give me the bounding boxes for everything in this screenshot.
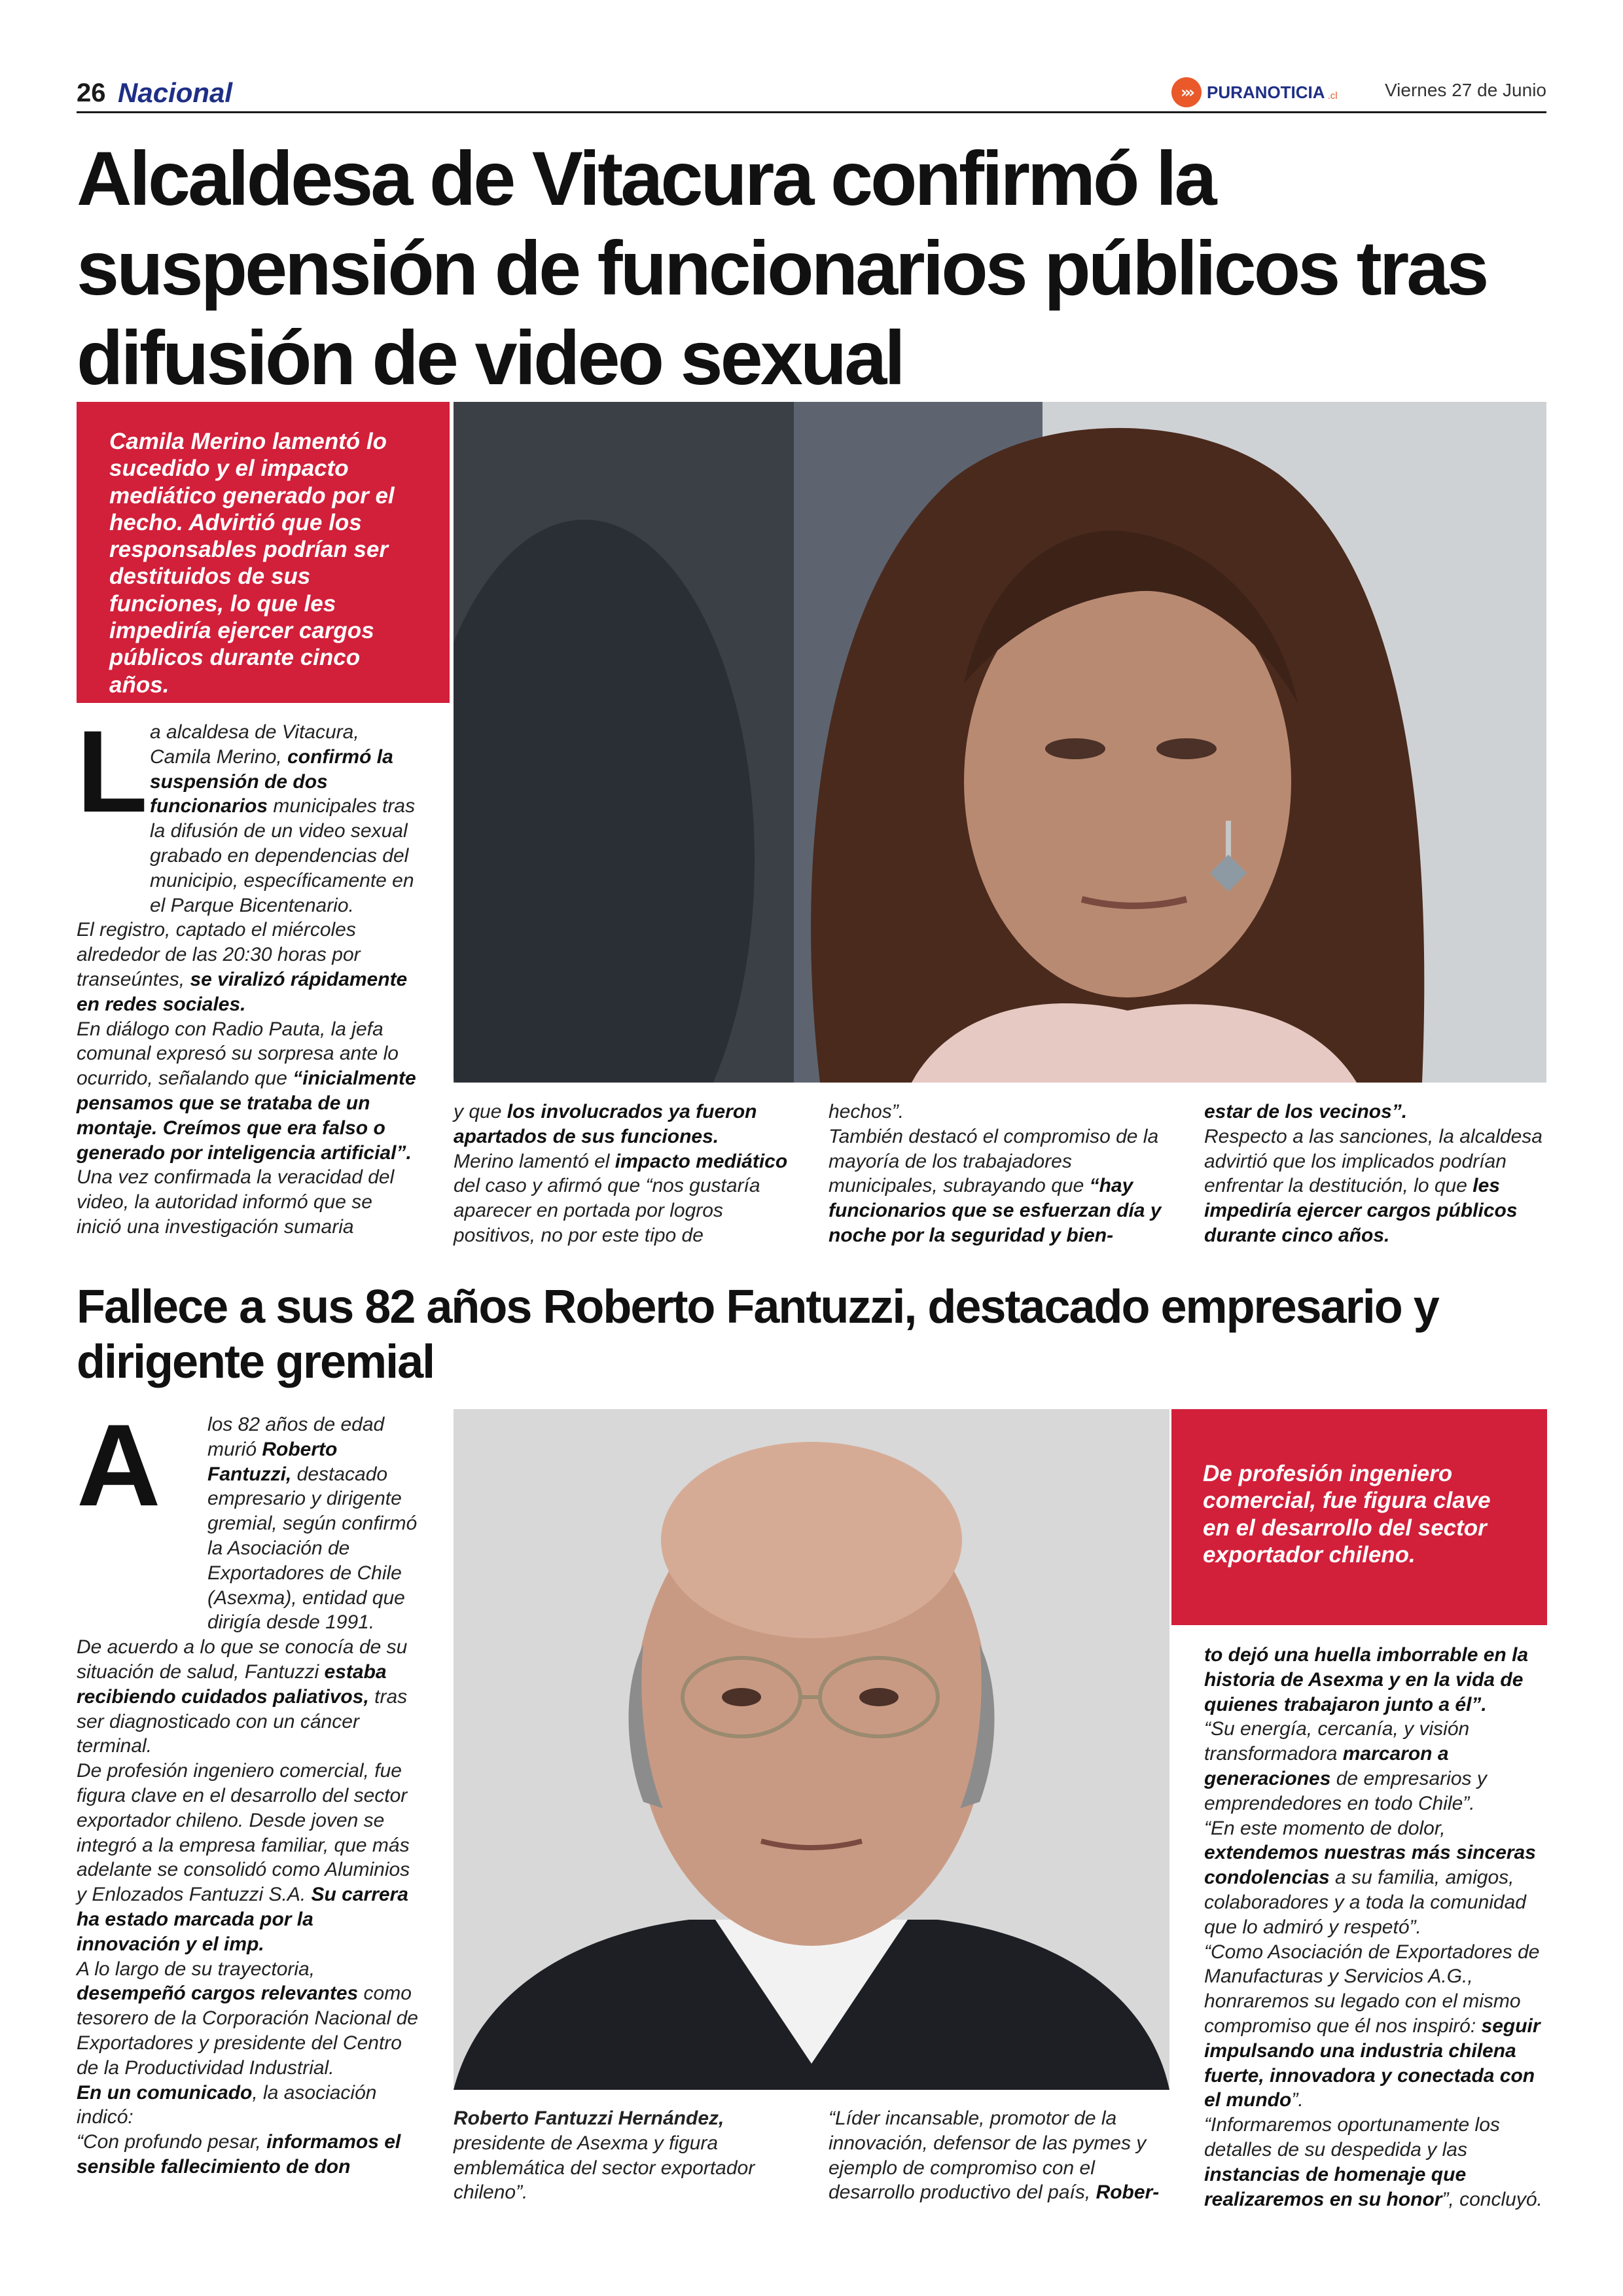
article1-headline: Alcaldesa de Vitacura confirmó la suspensión de funcionarios públicos tras difusión de video sexual [77, 135, 1487, 401]
text-span: Roberto Fantuzzi, [207, 1438, 338, 1485]
article1-column-4 [1204, 1100, 1546, 1248]
text-span: extendemos nuestras más sinceras condolencias [1204, 1842, 1536, 1889]
text-span: de empresarios y emprendedores en todo Chile”. [1204, 1767, 1487, 1814]
article2-headline: Fallece a sus 82 años Roberto Fantuzzi, destacado empresario y dirigente gremial [77, 1281, 1438, 1389]
woman-portrait-image [454, 402, 1546, 1083]
brand-suffix: .cl [1327, 90, 1338, 101]
text-span: tras ser diagnosticado con un cáncer terminal. [77, 1685, 408, 1757]
text-span: ”, concluyó. [1442, 2188, 1543, 2210]
text-span: impacto mediático [615, 1150, 788, 1172]
text-span: De profesión ingeniero comercial, fue figura clave en el desarrollo del sector exportador chileno. Desde joven se integró a la empresa familiar, que más adelante se consolidó como Aluminios y Enlozados Fantuzzi S.A. [77, 1760, 410, 1906]
caption-name: Roberto Fantuzzi Hernández, [454, 2108, 724, 2129]
brand-name: PURANOTICIA [1207, 82, 1325, 102]
text-span: En un comunicado [77, 2081, 253, 2104]
article2-column-1 [77, 1400, 420, 2179]
article1-photo [454, 402, 1546, 1083]
text-span: También destacó el compromiso de la mayoría de los trabajadores municipales, subrayando que [829, 1125, 1159, 1197]
text-span: estar de los vecinos”. [1204, 1101, 1408, 1122]
text-span: “Informaremos oportunamente los detalles de su despedida y las [1204, 2114, 1500, 2161]
chevrons-icon: ››› [1171, 77, 1202, 107]
text-span: hechos”. [829, 1101, 904, 1122]
text-span: Respecto a las sanciones, la alcaldesa advirtió que los implicados podrían enfrentar la destitución, lo que [1204, 1125, 1543, 1197]
text-span: “Su energía, cercanía, y visión transformadora [1204, 1718, 1470, 1765]
header-rule [77, 111, 1546, 113]
text-span: y que [454, 1101, 507, 1122]
brand-logo [1171, 77, 1338, 107]
issue-date: Viernes 27 de Junio [1385, 80, 1546, 100]
article2-dropcap: A [77, 1400, 161, 1530]
text-span: “Como Asociación de Exportadores de Manufacturas y Servicios A.G., honraremos su legado con el mismo compromiso que él nos inspiró: [1204, 1941, 1540, 2037]
text-span: “hay funcionarios que se esfuerzan día y noche por la seguridad y bien- [829, 1175, 1162, 1246]
text-span: a alcaldesa de Vitacura, Camila Merino, [150, 721, 359, 768]
page-number: 26 [77, 79, 106, 107]
text-span: “Con profundo pesar, [77, 2131, 267, 2153]
text-span: marcaron a generaciones [1204, 1743, 1449, 1789]
text-span: to dejó una huella imborrable en la historia de Asexma y en la vida de quienes trabajaron junto a él”. [1204, 1644, 1529, 1715]
section-label: Nacional [118, 77, 233, 108]
article2-column-4 [1204, 1643, 1546, 2212]
text-span: estaba recibiendo cuidados paliativos, [77, 1660, 387, 1708]
text-span: del caso y afirmó que “nos gustaría aparecer en portada por logros positivos, no por este tipo de [454, 1175, 760, 1246]
article2-summary-box [1171, 1409, 1547, 1625]
article2-summary: De profesión ingeniero comercial, fue figura clave en el desarrollo del sector exportador chileno. [1203, 1461, 1491, 1568]
text-span: los 82 años de edad murió [207, 1414, 385, 1460]
text-span: les impediría ejercer cargos públicos durante cinco años. [1204, 1175, 1518, 1246]
text-span: informamos el sensible fallecimiento de don [77, 2131, 401, 2178]
article2-photo [454, 1409, 1169, 2090]
text-span: , la asociación indicó: [77, 2081, 377, 2128]
text-span: “En este momento de dolor, [1204, 1817, 1446, 1839]
article1-column-3 [829, 1100, 1172, 1248]
text-span: instancias de homenaje que realizaremos en su honor [1204, 2163, 1467, 2210]
man-portrait-image [454, 1409, 1169, 2090]
text-span: ”. [1291, 2089, 1304, 2111]
text-span: Su carrera ha estado marcada por la innovación y el imp. [77, 1884, 408, 1955]
text-span: los involucrados ya fueron apartados de sus funciones. [454, 1101, 757, 1147]
text-span: como tesorero de la Corporación Nacional de Exportadores y presidente del Centro de la Productividad Industrial. [77, 1982, 418, 2079]
article1-column-2 [454, 1100, 797, 1248]
article1-dropcap: L [77, 706, 148, 836]
caption-text: presidente de Asexma y figura emblemática del sector exportador chileno”. [454, 2132, 755, 2204]
text-span: “Líder incansable, promotor de la innovación, defensor de las pymes y ejemplo de compromiso con el desarrollo productivo del país, [829, 2108, 1147, 2204]
text-span: Merino lamentó el [454, 1150, 615, 1172]
text-span: A lo largo de su trayectoria, [77, 1958, 315, 1980]
article1-summary-box [77, 402, 450, 703]
text-span: desempeñó cargos relevantes [77, 1982, 359, 2005]
text-span: municipales tras la difusión de un video sexual grabado en dependencias del municipio, específicamente en el Parque Bicentenario. [150, 795, 416, 916]
text-span: Una vez confirmada la veracidad del video, la autoridad informó que se inició una investigación sumaria [77, 1166, 395, 1238]
article1-column-1 [77, 706, 420, 1240]
photo-caption [454, 2106, 797, 2205]
text-span: se viralizó rápidamente en redes sociales. [77, 968, 408, 1015]
article1-summary: Camila Merino lamentó lo sucedido y el impacto mediático generado por el hecho. Advirtió que los responsables podrían ser destituidos de sus funciones, lo que les impediría ejercer cargos públicos durante cinco años. [109, 429, 395, 698]
article2-column-3 [829, 2106, 1172, 2205]
text-span: destacado empresario y dirigente gremial, según confirmó la Asociación de Exportadores de Chile (Asexma), entidad que dirigía desde 1991. [207, 1463, 418, 1634]
text-span: a su familia, amigos, colaboradores y a toda la comunidad que lo admiró y respetó”. [1204, 1867, 1526, 1938]
text-span: El registro, captado el miércoles alrededor de las 20:30 horas por transeúntes, [77, 919, 361, 990]
text-span: En diálogo con Radio Pauta, la jefa comunal expresó su sorpresa ante lo ocurrido, señalando que [77, 1018, 399, 1090]
text-span: “inicialmente pensamos que se trataba de un montaje. Creímos que era falso o generado por inteligencia artificial”. [77, 1067, 416, 1164]
text-span: Rober- [1096, 2181, 1160, 2204]
text-span: confirmó la suspensión de dos funcionarios [150, 745, 393, 817]
text-span: seguir impulsando una industria chilena fuerte, innovadora y conectada con el mundo [1204, 2015, 1541, 2111]
text-span: De acuerdo a lo que se conocía de su situación de salud, Fantuzzi [77, 1636, 408, 1683]
